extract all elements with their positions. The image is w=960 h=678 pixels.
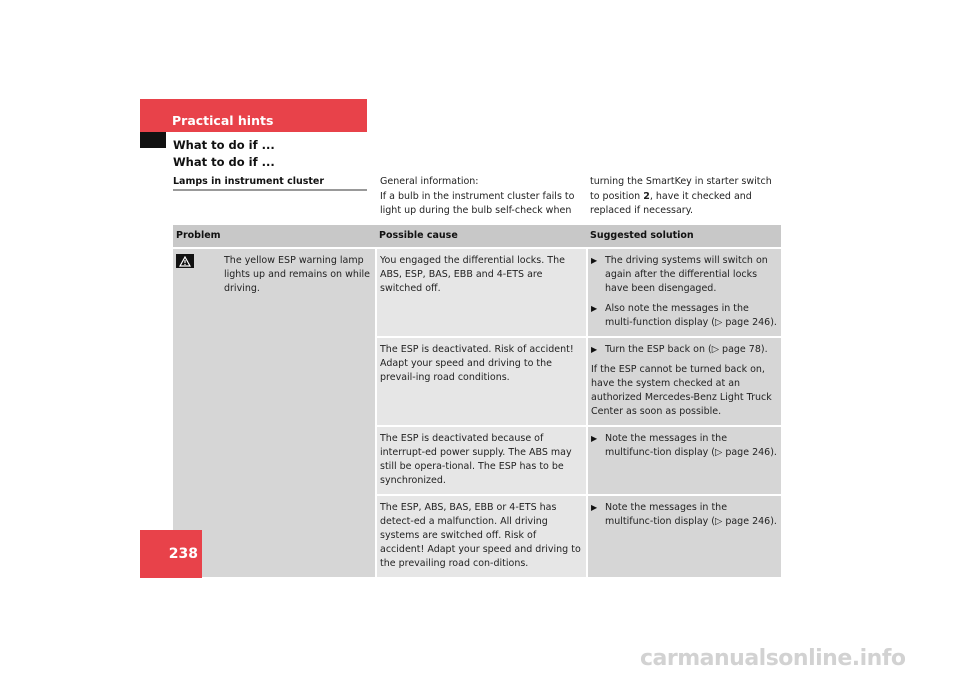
subtitle-primary: What to do if ... (173, 138, 275, 152)
cause-cell: The ESP, ABS, BAS, EBB or 4-ETS has detect-ed a malfunction. All driving systems are switched off. Risk of accident! Adapt your speed and driving to the prevailing road con-ditions. (376, 495, 587, 577)
solution-cell: ▶ The driving systems will switch on again after the differential locks have been disengaged. ▶ Also note the messages in the multi-function display (▷ page 246). (587, 248, 781, 337)
problem-cell (173, 248, 376, 577)
table-header-row (173, 225, 781, 248)
problem-text: The yellow ESP warning lamp lights up and remains on while driving. (224, 255, 371, 294)
page-number: 238 (168, 546, 198, 562)
watermark: carmanualsonline.info (640, 646, 906, 671)
cause-cell: The ESP is deactivated. Risk of accident! Adapt your speed and driving to the prevail-ing road conditions. (376, 337, 587, 426)
header-problem: Problem (173, 225, 376, 248)
section-heading: Lamps in instrument cluster (173, 176, 325, 187)
cause-cell: You engaged the differential locks. The ABS, ESP, BAS, EBB and 4-ETS are switched off. (376, 248, 587, 337)
solution-cell: ▶ Note the messages in the multifunc-tion display (▷ page 246). (587, 426, 781, 495)
arrow-bullet-icon: ▶ (591, 256, 598, 265)
arrow-bullet-icon: ▶ (591, 304, 598, 313)
heading-divider (173, 189, 367, 191)
arrow-bullet-icon: ▶ (591, 503, 598, 512)
lamp-problem-table (173, 225, 781, 577)
section-tab-marker (140, 132, 166, 148)
section-title: Practical hints (172, 113, 274, 128)
header-cause: Possible cause (376, 225, 587, 248)
subtitle-secondary: What to do if ... (173, 155, 275, 169)
arrow-bullet-icon: ▶ (591, 434, 598, 443)
intro-text-right: turning the SmartKey in starter switch to position 2, have it checked and replaced if necessary. (590, 176, 772, 216)
esp-warning-icon (176, 254, 194, 268)
starter-position-value: 2 (643, 190, 650, 202)
solution-cell: ▶ Turn the ESP back on (▷ page 78). If the ESP cannot be turned back on, have the system checked at an authorized Mercedes-Benz Light Truck Center as soon as possible. (587, 337, 781, 426)
arrow-bullet-icon: ▶ (591, 345, 598, 354)
cause-cell: The ESP is deactivated because of interrupt-ed power supply. The ABS may still be opera-tional. The ESP has to be synchronized. (376, 426, 587, 495)
solution-note: If the ESP cannot be turned back on, have the system checked at an authorized Mercedes-Benz Light Truck Center as soon as possible. (591, 364, 772, 417)
table-row (173, 248, 781, 337)
intro-text-left: General information: If a bulb in the instrument cluster fails to light up during the bulb self-check when (380, 176, 575, 216)
solution-cell: ▶ Note the messages in the multifunc-tion display (▷ page 246). (587, 495, 781, 577)
header-solution: Suggested solution (587, 225, 781, 248)
